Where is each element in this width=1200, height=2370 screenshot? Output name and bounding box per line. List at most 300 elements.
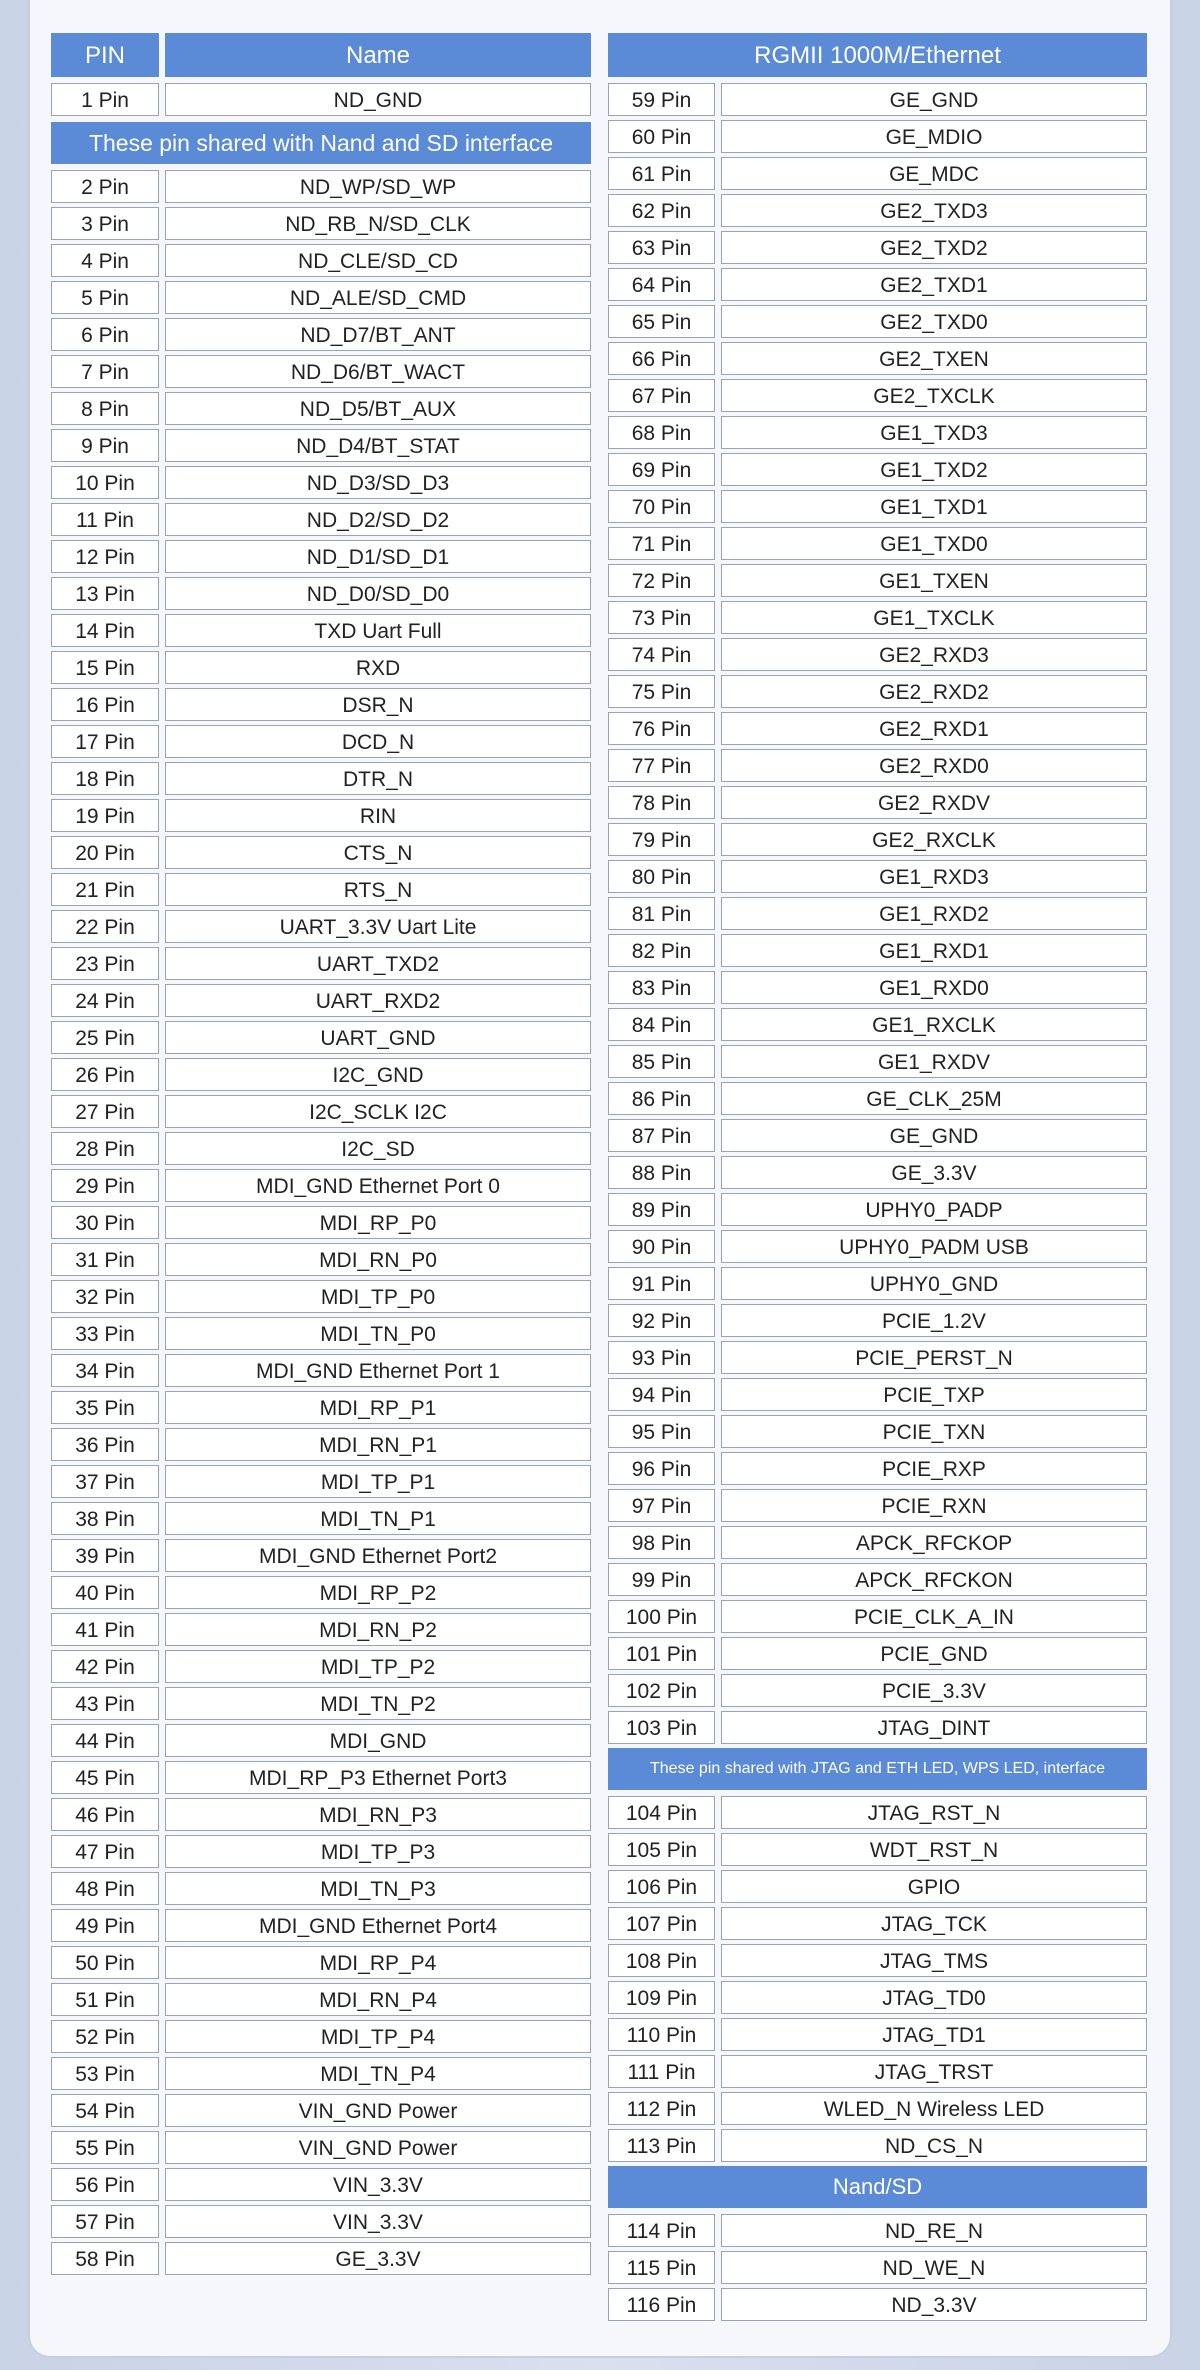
table-row — [51, 1095, 591, 1128]
pin-number: 73 Pin — [608, 601, 715, 634]
pin-name: MDI_RP_P0 — [165, 1206, 591, 1239]
pin-name: ND_D3/SD_D3 — [165, 466, 591, 499]
pin-name: GE1_TXCLK — [721, 601, 1147, 634]
table-row — [608, 231, 1147, 264]
pin-number: 49 Pin — [51, 1909, 159, 1942]
pin-number: 19 Pin — [51, 799, 159, 832]
pin-name: RTS_N — [165, 873, 591, 906]
pin-name: DCD_N — [165, 725, 591, 758]
pin-number: 106 Pin — [608, 1870, 715, 1903]
pin-number: 93 Pin — [608, 1341, 715, 1374]
pin-name: RIN — [165, 799, 591, 832]
pin-name: MDI_GND Ethernet Port4 — [165, 1909, 591, 1942]
pin-number: 105 Pin — [608, 1833, 715, 1866]
table-row — [51, 1835, 591, 1868]
table-row — [51, 1576, 591, 1609]
pin-number: 28 Pin — [51, 1132, 159, 1165]
pin-number: 10 Pin — [51, 466, 159, 499]
table-row — [608, 342, 1147, 375]
table-row — [608, 1833, 1147, 1866]
pin-name: UART_RXD2 — [165, 984, 591, 1017]
pin-number: 100 Pin — [608, 1600, 715, 1633]
pin-name: PCIE_RXP — [721, 1452, 1147, 1485]
pin-number: 67 Pin — [608, 379, 715, 412]
pin-name: VIN_3.3V — [165, 2168, 591, 2201]
table-row — [608, 1796, 1147, 1829]
pin-name: JTAG_DINT — [721, 1711, 1147, 1744]
pin-name: WDT_RST_N — [721, 1833, 1147, 1866]
table-row — [51, 466, 591, 499]
pin-name: PCIE_RXN — [721, 1489, 1147, 1522]
jtag-shared-banner: These pin shared with JTAG and ETH LED, WPS LED, interface — [608, 1748, 1147, 1790]
pin-number: 76 Pin — [608, 712, 715, 745]
pin-name: PCIE_1.2V — [721, 1304, 1147, 1337]
pin-name: ND_D5/BT_AUX — [165, 392, 591, 425]
pin-number: 23 Pin — [51, 947, 159, 980]
table-row — [608, 638, 1147, 671]
pin-name: PCIE_TXN — [721, 1415, 1147, 1448]
table-row — [608, 1267, 1147, 1300]
nand-sd-rows — [608, 2214, 1147, 2321]
pin-name: MDI_TN_P2 — [165, 1687, 591, 1720]
pin-number: 115 Pin — [608, 2251, 715, 2284]
pin-number: 95 Pin — [608, 1415, 715, 1448]
pin-name: MDI_TN_P1 — [165, 1502, 591, 1535]
pin-number: 61 Pin — [608, 157, 715, 190]
pin-name: MDI_GND Ethernet Port 0 — [165, 1169, 591, 1202]
pin-name: DSR_N — [165, 688, 591, 721]
table-row — [608, 120, 1147, 153]
table-row — [51, 1169, 591, 1202]
pin-name: GE_GND — [721, 1119, 1147, 1152]
table-row — [51, 1280, 591, 1313]
table-row — [608, 453, 1147, 486]
pin-number: 62 Pin — [608, 194, 715, 227]
right-table-header — [608, 33, 1147, 77]
pin-name: CTS_N — [165, 836, 591, 869]
pin-number: 33 Pin — [51, 1317, 159, 1350]
pin-name: MDI_RN_P0 — [165, 1243, 591, 1276]
pin-number: 103 Pin — [608, 1711, 715, 1744]
pin-number: 110 Pin — [608, 2018, 715, 2051]
table-row — [608, 601, 1147, 634]
pin-name: MDI_GND Ethernet Port 1 — [165, 1354, 591, 1387]
table-row — [608, 305, 1147, 338]
pin-number: 99 Pin — [608, 1563, 715, 1596]
pin-number: 9 Pin — [51, 429, 159, 462]
table-row — [51, 355, 591, 388]
pin-name: RXD — [165, 651, 591, 684]
pin-number: 43 Pin — [51, 1687, 159, 1720]
pin-number: 48 Pin — [51, 1872, 159, 1905]
table-row — [608, 897, 1147, 930]
pin-name: GE2_RXD3 — [721, 638, 1147, 671]
pin-number: 86 Pin — [608, 1082, 715, 1115]
pin-name: ND_D1/SD_D1 — [165, 540, 591, 573]
pin-number: 39 Pin — [51, 1539, 159, 1572]
left-rows — [51, 170, 591, 2275]
rgmii-rows — [608, 83, 1147, 1744]
pin-number: 40 Pin — [51, 1576, 159, 1609]
pin-number: 18 Pin — [51, 762, 159, 795]
table-row — [608, 1008, 1147, 1041]
pin-name: ND_RE_N — [721, 2214, 1147, 2247]
table-row — [51, 1909, 591, 1942]
table-row — [51, 762, 591, 795]
pin-name: UART_GND — [165, 1021, 591, 1054]
pin-name: TXD Uart Full — [165, 614, 591, 647]
pin-number: 87 Pin — [608, 1119, 715, 1152]
pin-name: MDI_RN_P4 — [165, 1983, 591, 2016]
table-row — [608, 268, 1147, 301]
pin-name: JTAG_TCK — [721, 1907, 1147, 1940]
pin-number: 81 Pin — [608, 897, 715, 930]
pin-number: 85 Pin — [608, 1045, 715, 1078]
pin-number: 63 Pin — [608, 231, 715, 264]
pin-number: 30 Pin — [51, 1206, 159, 1239]
pin-number: 101 Pin — [608, 1637, 715, 1670]
pin-number: 112 Pin — [608, 2092, 715, 2125]
table-row — [51, 540, 591, 573]
table-row — [51, 2057, 591, 2090]
pin-name: ND_CS_N — [721, 2129, 1147, 2162]
pin-number: 38 Pin — [51, 1502, 159, 1535]
pin-name: GE2_TXD2 — [721, 231, 1147, 264]
pin-name: ND_WE_N — [721, 2251, 1147, 2284]
table-row — [51, 1132, 591, 1165]
pin-name: GE1_TXD3 — [721, 416, 1147, 449]
pin-number: 72 Pin — [608, 564, 715, 597]
pin-number: 78 Pin — [608, 786, 715, 819]
table-row — [608, 1563, 1147, 1596]
pin-number: 75 Pin — [608, 675, 715, 708]
pin-name: DTR_N — [165, 762, 591, 795]
pin-number: 22 Pin — [51, 910, 159, 943]
table-row — [608, 1944, 1147, 1977]
table-row — [51, 2094, 591, 2127]
table-row — [608, 675, 1147, 708]
table-row — [51, 984, 591, 1017]
table-row — [51, 1539, 591, 1572]
pin-number: 51 Pin — [51, 1983, 159, 2016]
pin-number: 113 Pin — [608, 2129, 715, 2162]
pin-name: GE2_TXD1 — [721, 268, 1147, 301]
table-row — [51, 1428, 591, 1461]
pin-name: MDI_TP_P0 — [165, 1280, 591, 1313]
table-row — [608, 1981, 1147, 2014]
pin-name: GE_MDIO — [721, 120, 1147, 153]
table-row — [51, 1650, 591, 1683]
table-row — [51, 799, 591, 832]
pin-name: ND_RB_N/SD_CLK — [165, 207, 591, 240]
pin-number: 47 Pin — [51, 1835, 159, 1868]
table-row — [51, 1058, 591, 1091]
pin-name: MDI_GND — [165, 1724, 591, 1757]
table-row — [608, 1600, 1147, 1633]
pin-number: 116 Pin — [608, 2288, 715, 2321]
table-row — [608, 1341, 1147, 1374]
pin-name: I2C_SCLK I2C — [165, 1095, 591, 1128]
table-row — [608, 749, 1147, 782]
pin-number: 96 Pin — [608, 1452, 715, 1485]
pin-number: 34 Pin — [51, 1354, 159, 1387]
pin-name: MDI_TN_P4 — [165, 2057, 591, 2090]
table-row — [51, 1872, 591, 1905]
pin-name: PCIE_TXP — [721, 1378, 1147, 1411]
pin-number: 15 Pin — [51, 651, 159, 684]
pin-column-header: PIN — [51, 33, 159, 77]
pin-name: GE1_RXD3 — [721, 860, 1147, 893]
table-row — [608, 712, 1147, 745]
table-row — [51, 2168, 591, 2201]
nand-sd-shared-banner: These pin shared with Nand and SD interface — [51, 122, 591, 164]
pin-name: ND_CLE/SD_CD — [165, 244, 591, 277]
pin-number: 6 Pin — [51, 318, 159, 351]
pin-name: ND_D2/SD_D2 — [165, 503, 591, 536]
pin-number: 98 Pin — [608, 1526, 715, 1559]
table-row — [51, 1021, 591, 1054]
pin-name: JTAG_RST_N — [721, 1796, 1147, 1829]
table-row — [608, 971, 1147, 1004]
pin-number: 90 Pin — [608, 1230, 715, 1263]
pin-name: GE1_RXCLK — [721, 1008, 1147, 1041]
pin-name: MDI_RP_P4 — [165, 1946, 591, 1979]
pin-number: 45 Pin — [51, 1761, 159, 1794]
pin-name: GPIO — [721, 1870, 1147, 1903]
table-row — [51, 1502, 591, 1535]
pin-number: 74 Pin — [608, 638, 715, 671]
nand-sd-section-header: Nand/SD — [608, 2166, 1147, 2208]
pin-name: JTAG_TD1 — [721, 2018, 1147, 2051]
pin-number: 82 Pin — [608, 934, 715, 967]
pin-number: 64 Pin — [608, 268, 715, 301]
pin-name: VIN_GND Power — [165, 2094, 591, 2127]
table-row — [51, 1724, 591, 1757]
table-row — [608, 564, 1147, 597]
table-row — [51, 207, 591, 240]
pin-name: MDI_TN_P3 — [165, 1872, 591, 1905]
pin-number: 70 Pin — [608, 490, 715, 523]
pin-number: 89 Pin — [608, 1193, 715, 1226]
pin-number: 65 Pin — [608, 305, 715, 338]
table-row — [608, 1230, 1147, 1263]
pin-name: GE_GND — [721, 83, 1147, 116]
pin-number: 58 Pin — [51, 2242, 159, 2275]
pin-number: 88 Pin — [608, 1156, 715, 1189]
pin-name: PCIE_GND — [721, 1637, 1147, 1670]
pin-number: 5 Pin — [51, 281, 159, 314]
pin-number: 26 Pin — [51, 1058, 159, 1091]
table-row — [608, 2251, 1147, 2284]
pin-name: GE2_TXEN — [721, 342, 1147, 375]
pin-name: I2C_GND — [165, 1058, 591, 1091]
pin-name: UPHY0_PADP — [721, 1193, 1147, 1226]
pin-name: UPHY0_GND — [721, 1267, 1147, 1300]
pin-number: 66 Pin — [608, 342, 715, 375]
table-row — [51, 651, 591, 684]
pin-name: MDI_RN_P3 — [165, 1798, 591, 1831]
pin-name: GE2_RXDV — [721, 786, 1147, 819]
pin-number: 114 Pin — [608, 2214, 715, 2247]
pin-name: JTAG_TRST — [721, 2055, 1147, 2088]
pin-name: ND_3.3V — [721, 2288, 1147, 2321]
pin-number: 4 Pin — [51, 244, 159, 277]
pin-name: GE1_RXDV — [721, 1045, 1147, 1078]
pin-name: MDI_RP_P3 Ethernet Port3 — [165, 1761, 591, 1794]
table-row — [608, 1156, 1147, 1189]
pin-name: ND_D0/SD_D0 — [165, 577, 591, 610]
pin-number: 109 Pin — [608, 1981, 715, 2014]
pin-name: MDI_TP_P1 — [165, 1465, 591, 1498]
table-row — [51, 873, 591, 906]
table-row — [608, 490, 1147, 523]
pin-number: 68 Pin — [608, 416, 715, 449]
pin-number: 53 Pin — [51, 2057, 159, 2090]
pin-number: 69 Pin — [608, 453, 715, 486]
pin-name: ND_WP/SD_WP — [165, 170, 591, 203]
pin-name: MDI_GND Ethernet Port2 — [165, 1539, 591, 1572]
pin-name: GE1_RXD2 — [721, 897, 1147, 930]
table-row — [51, 1391, 591, 1424]
table-row — [51, 170, 591, 203]
pin-name: GE_3.3V — [165, 2242, 591, 2275]
table-row — [51, 836, 591, 869]
table-row — [608, 1711, 1147, 1744]
table-row — [51, 1354, 591, 1387]
table-row — [51, 2205, 591, 2238]
pin-name: UART_TXD2 — [165, 947, 591, 980]
table-row — [608, 1415, 1147, 1448]
name-column-header: Name — [165, 33, 591, 77]
pin-number: 104 Pin — [608, 1796, 715, 1829]
table-row — [51, 577, 591, 610]
pin-name: UPHY0_PADM USB — [721, 1230, 1147, 1263]
table-row — [51, 1243, 591, 1276]
pin-number: 44 Pin — [51, 1724, 159, 1757]
table-row — [51, 1798, 591, 1831]
table-row — [608, 194, 1147, 227]
table-row — [51, 429, 591, 462]
table-row — [51, 2242, 591, 2275]
table-row — [608, 379, 1147, 412]
table-row — [608, 2129, 1147, 2162]
pin-number: 14 Pin — [51, 614, 159, 647]
pin-name: GE_CLK_25M — [721, 1082, 1147, 1115]
pin-name: GE1_TXD2 — [721, 453, 1147, 486]
table-row — [608, 527, 1147, 560]
pin-name: MDI_TP_P3 — [165, 1835, 591, 1868]
pin-number: 102 Pin — [608, 1674, 715, 1707]
rgmii-section-header: RGMII 1000M/Ethernet — [608, 33, 1147, 77]
pin-number: 21 Pin — [51, 873, 159, 906]
pin-name: PCIE_3.3V — [721, 1674, 1147, 1707]
pin-name: GE_MDC — [721, 157, 1147, 190]
pin-number: 107 Pin — [608, 1907, 715, 1940]
table-row — [51, 318, 591, 351]
table-row — [608, 1045, 1147, 1078]
table-row — [608, 1119, 1147, 1152]
pin-name: WLED_N Wireless LED — [721, 2092, 1147, 2125]
pin-number: 52 Pin — [51, 2020, 159, 2053]
table-row — [608, 416, 1147, 449]
pin-number: 11 Pin — [51, 503, 159, 536]
table-row — [51, 1946, 591, 1979]
pin-name: GE1_TXD1 — [721, 490, 1147, 523]
right-pin-table — [608, 33, 1147, 2325]
pin-name: JTAG_TD0 — [721, 1981, 1147, 2014]
pin-name: GE1_TXD0 — [721, 527, 1147, 560]
pin-number: 42 Pin — [51, 1650, 159, 1683]
table-row — [51, 244, 591, 277]
pin-number: 41 Pin — [51, 1613, 159, 1646]
pin-number: 57 Pin — [51, 2205, 159, 2238]
table-row — [608, 1193, 1147, 1226]
left-table-header — [51, 33, 591, 77]
pin-name: I2C_SD — [165, 1132, 591, 1165]
pin-name: APCK_RFCKOP — [721, 1526, 1147, 1559]
pin-number: 13 Pin — [51, 577, 159, 610]
pin-name: GE2_TXD0 — [721, 305, 1147, 338]
pin-number: 84 Pin — [608, 1008, 715, 1041]
table-row — [608, 2092, 1147, 2125]
pin-name: MDI_RP_P1 — [165, 1391, 591, 1424]
pin-number: 27 Pin — [51, 1095, 159, 1128]
pin-name: MDI_TN_P0 — [165, 1317, 591, 1350]
pin-name: ND_D7/BT_ANT — [165, 318, 591, 351]
table-row — [51, 503, 591, 536]
pin-number: 71 Pin — [608, 527, 715, 560]
pin-number: 29 Pin — [51, 1169, 159, 1202]
pin-number: 77 Pin — [608, 749, 715, 782]
table-row — [608, 1637, 1147, 1670]
table-row — [51, 2020, 591, 2053]
pin-number: 59 Pin — [608, 83, 715, 116]
pin-number: 97 Pin — [608, 1489, 715, 1522]
table-row — [608, 1674, 1147, 1707]
pin-name: MDI_RN_P1 — [165, 1428, 591, 1461]
pin-name: ND_D6/BT_WACT — [165, 355, 591, 388]
table-row — [608, 1870, 1147, 1903]
pin-name: ND_ALE/SD_CMD — [165, 281, 591, 314]
table-row — [608, 1378, 1147, 1411]
table-row — [51, 1761, 591, 1794]
pin-name: GE1_TXEN — [721, 564, 1147, 597]
pin-name: MDI_RN_P2 — [165, 1613, 591, 1646]
pin-number: 37 Pin — [51, 1465, 159, 1498]
table-row — [608, 157, 1147, 190]
pin-number: 24 Pin — [51, 984, 159, 1017]
pin-number: 25 Pin — [51, 1021, 159, 1054]
table-row — [51, 688, 591, 721]
pin-number: 56 Pin — [51, 2168, 159, 2201]
pin-number: 83 Pin — [608, 971, 715, 1004]
pin-number: 108 Pin — [608, 1944, 715, 1977]
pin-number: 16 Pin — [51, 688, 159, 721]
pin-name: ND_D4/BT_STAT — [165, 429, 591, 462]
pin-name: MDI_TP_P2 — [165, 1650, 591, 1683]
pin-name: MDI_RP_P2 — [165, 1576, 591, 1609]
table-row — [608, 934, 1147, 967]
pin-number: 111 Pin — [608, 2055, 715, 2088]
table-row — [51, 1687, 591, 1720]
pin-number: 12 Pin — [51, 540, 159, 573]
pin-name: GE_3.3V — [721, 1156, 1147, 1189]
pin-number: 50 Pin — [51, 1946, 159, 1979]
table-row — [51, 725, 591, 758]
pin-name: GE1_RXD1 — [721, 934, 1147, 967]
pin-name: GE2_RXD2 — [721, 675, 1147, 708]
table-row — [51, 2131, 591, 2164]
